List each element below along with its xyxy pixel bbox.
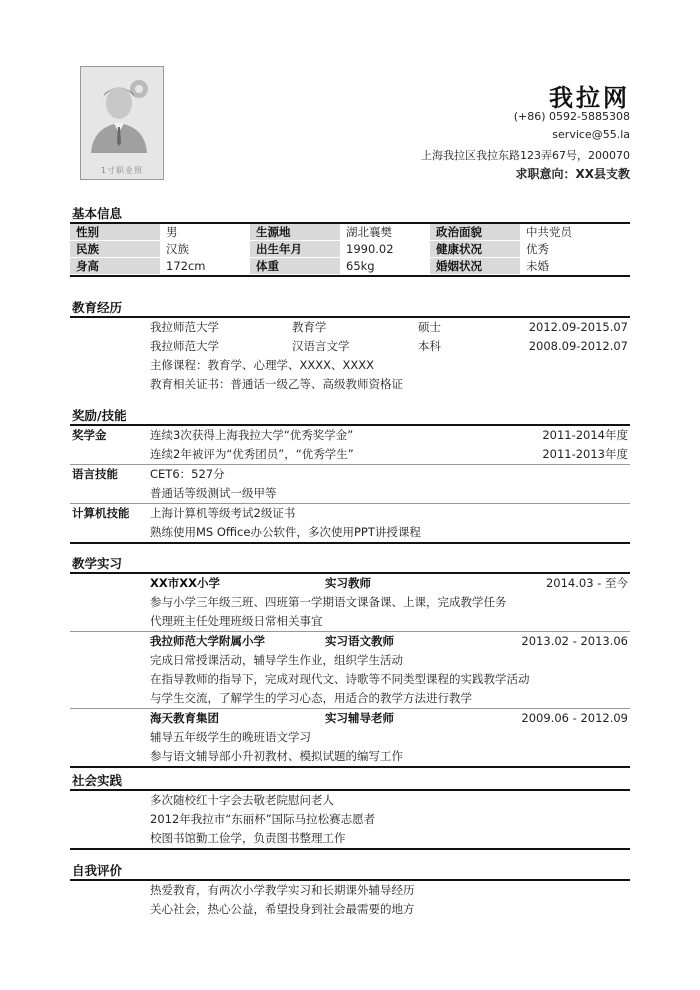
school-name: 我拉师范大学	[150, 320, 219, 334]
courses-line: 主修课程：教育学、心理学、XXXX、XXXX	[150, 358, 375, 372]
award-group-label: 语言技能	[72, 467, 118, 481]
candidate-name: 我拉网	[549, 84, 630, 112]
section-title: 自我评价	[72, 863, 123, 878]
internship-detail: 参与小学三年级三班、四班第一学期语文课备课、上课，完成教学任务	[150, 595, 507, 609]
award-date: 2011-2014年度	[542, 428, 628, 442]
info-value: 172cm	[160, 258, 250, 275]
award-text: 连续3次获得上海我拉大学“优秀奖学金”	[150, 428, 354, 442]
info-value: 男	[160, 224, 250, 241]
photo-caption: 1寸职业照	[100, 166, 144, 175]
self-evaluation-item: 关心社会，热心公益，希望投身到社会最需要的地方	[150, 902, 415, 916]
internship-period: 2014.03 - 至今	[545, 576, 628, 590]
role-title: 实习语文教师	[325, 634, 394, 648]
self-evaluation-item: 热爱教育，有两次小学教学实习和长期课外辅导经历	[150, 883, 415, 897]
award-date: 2011-2013年度	[542, 447, 628, 461]
avatar-silhouette-icon	[81, 67, 163, 179]
degree-name: 硕士	[418, 320, 441, 334]
section-divider	[70, 275, 630, 277]
award-group-label: 奖学金	[72, 428, 107, 442]
info-value: 湖北襄樊	[340, 224, 430, 241]
info-label: 政治面貌	[430, 224, 520, 241]
info-value: 汉族	[160, 241, 250, 258]
role-title: 实习教师	[325, 576, 371, 590]
award-text: 普通话等级测试一级甲等	[150, 486, 277, 500]
info-row	[70, 241, 630, 258]
role-title: 实习辅导老师	[325, 711, 394, 725]
info-label: 健康状况	[430, 241, 520, 258]
section-title: 奖励/技能	[72, 408, 127, 423]
social-practice-item: 多次随校红十字会去敬老院慰问老人	[150, 793, 334, 807]
info-value: 1990.02	[340, 241, 430, 258]
school-name: 我拉师范大学	[150, 339, 219, 353]
internship-detail: 与学生交流，了解学生的学习心态，用适合的教学方法进行教学	[150, 691, 472, 705]
education-row	[70, 318, 630, 337]
section-title: 教育经历	[72, 300, 123, 315]
award-line	[70, 484, 630, 503]
info-value: 未婚	[520, 258, 630, 275]
info-label: 体重	[250, 258, 340, 275]
internship-detail: 辅导五年级学生的晚班语文学习	[150, 730, 311, 744]
award-text: 上海计算机等级考试2级证书	[150, 506, 296, 520]
internship-detail: 代理班主任处理班级日常相关事宜	[150, 614, 323, 628]
info-row	[70, 224, 630, 241]
degree-name: 本科	[418, 339, 441, 353]
award-text: 熟练使用MS Office办公软件，多次使用PPT讲授课程	[150, 525, 421, 539]
award-line	[70, 426, 630, 445]
internship-detail: 完成日常授课活动，辅导学生作业，组织学生活动	[150, 653, 403, 667]
basic-info-table	[70, 224, 630, 275]
award-line	[70, 465, 630, 484]
info-value: 优秀	[520, 241, 630, 258]
social-practice-section	[70, 772, 630, 850]
info-label: 出生年月	[250, 241, 340, 258]
award-text: CET6：527分	[150, 467, 225, 481]
internship-row	[70, 574, 630, 593]
internship-detail: 在指导教师的指导下，完成对现代文、诗歌等不同类型课程的实践教学活动	[150, 672, 530, 686]
internship-period: 2013.02 - 2013.06	[521, 634, 628, 648]
info-label: 生源地	[250, 224, 340, 241]
email-address: service@55.la	[552, 128, 630, 141]
award-line	[70, 523, 630, 542]
major-name: 汉语言文学	[292, 339, 350, 353]
info-label: 性别	[70, 224, 160, 241]
education-row	[70, 337, 630, 356]
social-practice-list	[70, 791, 630, 848]
major-name: 教育学	[292, 320, 327, 334]
section-title: 教学实习	[72, 556, 123, 571]
section-title: 基本信息	[72, 206, 123, 221]
internship-period: 2009.06 - 2012.09	[521, 711, 628, 725]
self-evaluation-section	[70, 862, 630, 919]
self-evaluation-list	[70, 881, 630, 919]
mailing-address: 上海我拉区我拉东路123弄67号，200070	[421, 149, 630, 162]
award-line	[70, 445, 630, 464]
section-divider	[70, 766, 630, 768]
internship-section	[70, 555, 630, 768]
education-list	[70, 318, 630, 356]
awards-list	[70, 426, 630, 542]
award-group-label: 计算机技能	[72, 506, 130, 520]
study-period: 2012.09-2015.07	[528, 320, 628, 334]
info-label: 婚姻状况	[430, 258, 520, 275]
section-divider	[70, 848, 630, 850]
awards-section	[70, 407, 630, 544]
phone-number: (+86) 0592-5885308	[513, 110, 630, 123]
internship-row	[70, 632, 630, 651]
section-title: 社会实践	[72, 773, 123, 788]
section-divider	[70, 542, 630, 544]
internship-row	[70, 709, 630, 728]
internship-detail: 参与语文辅导部小升初教材、模拟试题的编写工作	[150, 749, 403, 763]
organization-name: 海天教育集团	[150, 711, 219, 725]
job-intent: 求职意向：XX县支教	[515, 167, 630, 181]
info-value: 中共党员	[520, 224, 630, 241]
study-period: 2008.09-2012.07	[528, 339, 628, 353]
profile-photo	[80, 66, 164, 180]
education-section	[70, 299, 630, 394]
certificates-line: 教育相关证书：普通话一级乙等、高级教师资格证	[150, 377, 403, 391]
social-practice-item: 校图书馆勤工俭学，负责图书整理工作	[150, 831, 346, 845]
internship-list	[70, 574, 630, 766]
award-text: 连续2年被评为“优秀团员”，“优秀学生”	[150, 447, 354, 461]
basic-info-section	[70, 205, 630, 277]
award-line	[70, 504, 630, 523]
info-label: 民族	[70, 241, 160, 258]
social-practice-item: 2012年我拉市“东丽杯”国际马拉松赛志愿者	[150, 812, 376, 826]
info-value: 65kg	[340, 258, 430, 275]
organization-name: XX市XX小学	[150, 576, 220, 590]
info-row	[70, 258, 630, 275]
organization-name: 我拉师范大学附属小学	[150, 634, 265, 648]
info-label: 身高	[70, 258, 160, 275]
